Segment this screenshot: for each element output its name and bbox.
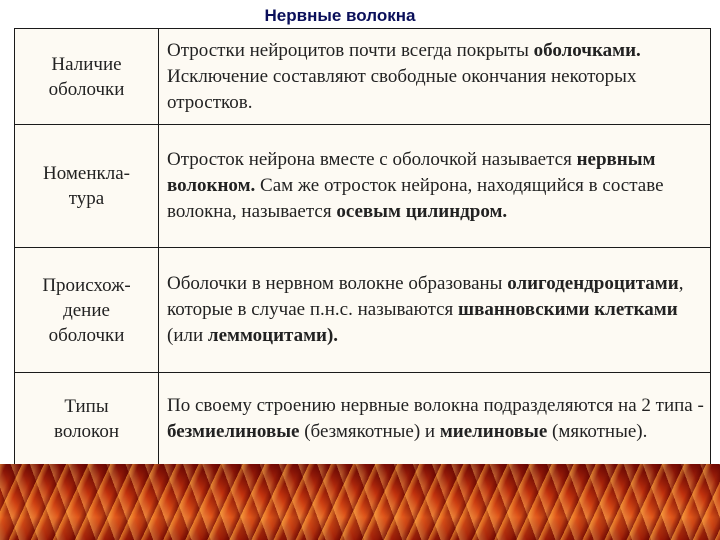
text-run: (безмякотные) и	[299, 420, 440, 442]
row-label-cell	[15, 125, 159, 248]
table-row	[15, 125, 711, 248]
text-run: (или	[167, 325, 208, 346]
text-run: Сам же отросток нейрона, находящийся в составе волокна, называется	[167, 175, 664, 222]
emphasized-term: шванновскими клетками	[458, 299, 678, 320]
text-run: Оболочки в нервном волокне образованы	[167, 273, 508, 294]
text-run: Отросток нейрона вместе с оболочкой называется	[167, 149, 577, 170]
row-content-cell	[159, 248, 711, 373]
emphasized-term: осевым цилиндром.	[336, 201, 508, 222]
row-label-line: Типы	[64, 395, 109, 417]
row-content-cell	[159, 125, 711, 248]
text-run: Исключение составляют свободные окончания некоторых отростков.	[167, 65, 637, 113]
row-label-cell	[15, 29, 159, 125]
nerve-fibers-table	[14, 28, 711, 465]
emphasized-term: леммоцитами).	[207, 325, 339, 346]
decorative-footer-image	[0, 464, 720, 540]
row-label-line: тура	[68, 188, 105, 209]
table-row	[15, 373, 711, 465]
row-label-line: оболочки	[48, 324, 125, 346]
row-label-cell	[15, 248, 159, 373]
table-row	[15, 248, 711, 373]
emphasized-term: миелиновые	[439, 420, 548, 442]
text-run: Отростки нейроцитов почти всегда покрыты	[167, 39, 534, 61]
row-content-cell	[159, 29, 711, 125]
text-run: По своему строению нервные волокна подразделяются на 2 типа -	[167, 394, 704, 416]
text-run: , которые в случае п.н.с. называются	[167, 273, 684, 320]
slide-title: Нервные волокна	[264, 6, 416, 25]
emphasized-term: олигодендроцитами	[507, 273, 679, 294]
row-label-line: дение	[63, 299, 110, 321]
emphasized-term: оболочками.	[533, 39, 641, 61]
row-label-line: Наличие	[51, 53, 122, 75]
row-label-line: Номенкла-	[43, 163, 130, 184]
row-label-line: Происхож-	[42, 274, 131, 296]
row-label-line: волокон	[53, 420, 119, 442]
emphasized-term: безмиелиновые	[167, 420, 300, 442]
text-run: (мякотные).	[547, 420, 648, 442]
row-label-cell	[15, 373, 159, 465]
table-row	[15, 29, 711, 125]
row-label-line: оболочки	[48, 78, 125, 100]
row-content-cell	[159, 373, 711, 465]
emphasized-term: нервным волокном.	[167, 149, 656, 196]
